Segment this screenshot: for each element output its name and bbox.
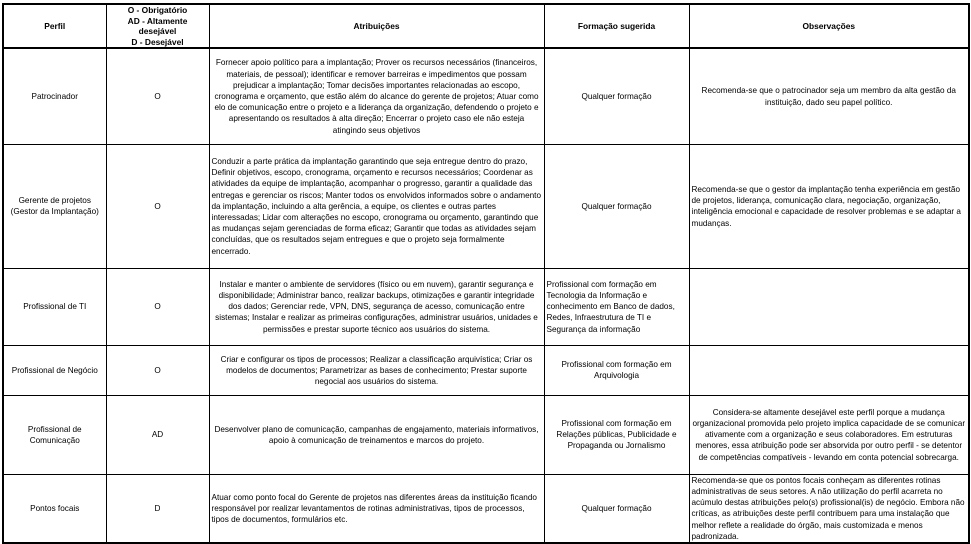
table-row (3, 268, 969, 345)
cell-perfil: Profissional de Comunicação (3, 395, 106, 474)
cell-nivel: O (106, 48, 209, 144)
table-row (3, 395, 969, 474)
cell-atribuicoes: Instalar e manter o ambiente de servidores (físico ou em nuvem), garantir segurança e disponibilidade; Administrar banco, realizar backups, otimizações e garantir integridade dos dados; Gerenciar rede, VPN, DNS, segurança de acesso, comunicação entre sistemas; Instalar e realizar as primeiras configurações, administrar usuários, unidades e permissões e prestar suporte técnico aos usuários do sistema. (209, 268, 544, 345)
table-row (3, 345, 969, 395)
cell-formacao: Profissional com formação em Arquivologia (544, 345, 689, 395)
cell-observacoes: Recomenda-se que o patrocinador seja um membro da alta gestão da instituição, dado seu papel político. (689, 48, 969, 144)
header-legend-d: D - Desejável (131, 36, 184, 47)
cell-formacao: Profissional com formação em Tecnologia da Informação e conhecimento em Banco de dados, Redes, Infraestrutura de TI e Segurança da informação (544, 268, 689, 345)
cell-observacoes: Recomenda-se que o gestor da implantação tenha experiência em gestão de projetos, liderança, comunicação clara, negociação, organização, inteligência emocional e capacidade de resolver problemas e se adaptar a mudanças. (689, 144, 969, 268)
cell-perfil: Pontos focais (3, 474, 106, 543)
header-observacoes: Observações (689, 4, 969, 48)
cell-perfil: Profissional de Negócio (3, 345, 106, 395)
cell-observacoes: Recomenda-se que os pontos focais conheçam as diferentes rotinas administrativas de seus setores. A não utilização do perfil acarreta no acúmulo destas atribuições pelo(s) profissional(is) de negócio. Embora não críticas, as atribuições deste perfil contribuem para uma instalação que melhor reflete a realidade do órgão, mais customizada e menos padronizada. (689, 474, 969, 543)
header-atribuicoes: Atribuições (209, 4, 544, 48)
cell-observacoes (689, 345, 969, 395)
cell-formacao: Qualquer formação (544, 48, 689, 144)
cell-nivel: AD (106, 395, 209, 474)
table-row (3, 474, 969, 543)
header-perfil: Perfil (3, 4, 106, 48)
cell-formacao: Qualquer formação (544, 474, 689, 543)
header-legend-o: O - Obrigatório (127, 5, 188, 15)
cell-nivel: O (106, 144, 209, 268)
cell-perfil: Profissional de TI (3, 268, 106, 345)
cell-perfil: Patrocinador (3, 48, 106, 144)
cell-observacoes: Considera-se altamente desejável este perfil porque a mudança organizacional promovida pelo projeto implica capacidade de se comunicar ativamente com a organização e seus colaboradores. Em estruturas menores, essa atribuição pode ser absorvida por outro perfil - se detentor de competências compatíveis - levando em conta potencial sobrecarga. (689, 395, 969, 474)
cell-atribuicoes: Conduzir a parte prática da implantação garantindo que seja entregue dentro do prazo, Definir objetivos, escopo, cronograma, orçamento e recursos necessários; Coordenar as atividades da equipe de implantação, acompanhar o progresso, garantir a qualidade das entregas e gerenciar os riscos; Manter todos os envolvidos informados sobre o andamento da implantação, incluindo a alta gerência, a equipe, os clientes e outras partes interessadas; Lidar com alterações no escopo, cronograma ou orçamento, garantindo que as mudanças sejam gerenciadas de forma eficaz; Garantir que todas as atividades sejam concluídas, que os resultados sejam entregues e que o projeto seja formalmente encerrado. (209, 144, 544, 268)
table-header-row (3, 4, 969, 48)
header-legend-ad: AD - Altamente desejável (127, 15, 188, 37)
cell-nivel: O (106, 345, 209, 395)
header-formacao: Formação sugerida (544, 4, 689, 48)
profiles-table (2, 3, 970, 544)
header-obrigatoriedade (106, 4, 209, 48)
cell-atribuicoes: Fornecer apoio político para a implantação; Prover os recursos necessários (financeiros, materiais, de pessoal); identificar e remover barreiras e impedimentos que possam prejudicar a implantação; Tomar decisões importantes relacionadas ao escopo, cronograma e orçamento, que estão além do alcance do gerente de projetos; Atuar como elo de comunicação entre o projeto e a liderança da organização, defendendo o projeto e apresentando os resultados à alta direção; Encerrar o projeto caso ele não esteja atingindo seus objetivos (209, 48, 544, 144)
cell-atribuicoes: Criar e configurar os tipos de processos; Realizar a classificação arquivística; Criar os modelos de documentos; Parametrizar as bases de conhecimento; Prestar suporte negocial aos usuários do sistema. (209, 345, 544, 395)
cell-formacao: Qualquer formação (544, 144, 689, 268)
cell-observacoes (689, 268, 969, 345)
table-row (3, 48, 969, 144)
cell-atribuicoes: Desenvolver plano de comunicação, campanhas de engajamento, materiais informativos, apoio à comunicação de treinamentos e marcos do projeto. (209, 395, 544, 474)
table-row (3, 144, 969, 268)
cell-formacao: Profissional com formação em Relações públicas, Publicidade e Propaganda ou Jornalismo (544, 395, 689, 474)
cell-atribuicoes: Atuar como ponto focal do Gerente de projetos nas diferentes áreas da instituição ficando responsável por realizar levantamentos de rotinas administrativas, tipos de processos, tipos de documentos, formulários etc. (209, 474, 544, 543)
cell-nivel: D (106, 474, 209, 543)
cell-nivel: O (106, 268, 209, 345)
cell-perfil: Gerente de projetos (Gestor da Implantação) (3, 144, 106, 268)
